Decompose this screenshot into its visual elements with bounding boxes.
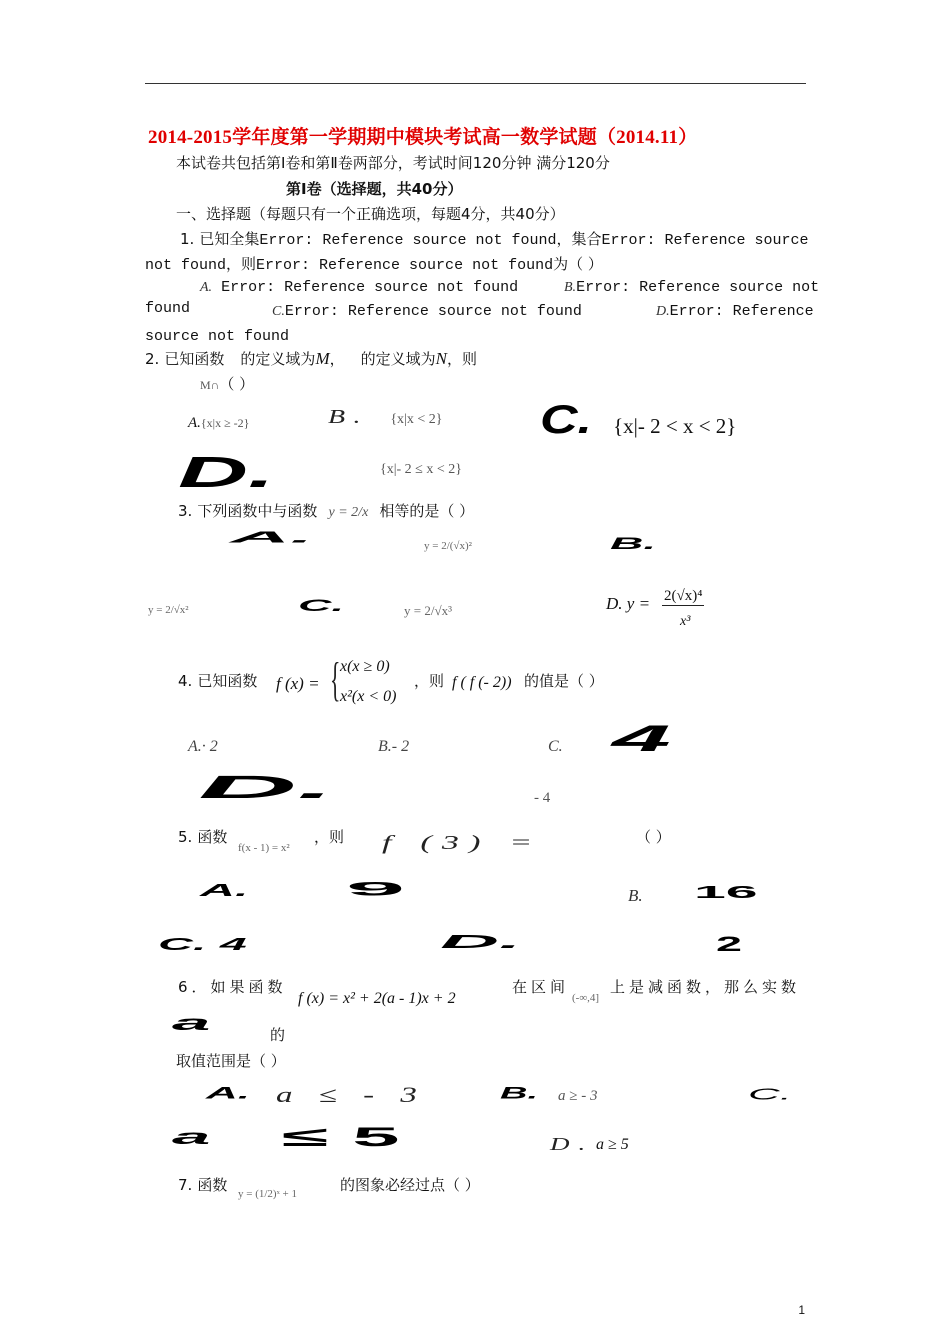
q6-option-c-math-a: a (172, 1126, 211, 1150)
q5-f3: f (3) = (382, 832, 543, 854)
q7-fn: y = (1/2)ˣ + 1 (238, 1188, 297, 1200)
q2-option-c: C. {x|- 2 < x < 2} (540, 398, 737, 442)
q1-line2: not found，则Error: Reference source not found为（ ） (145, 255, 603, 274)
q4-option-d: D. (198, 770, 335, 806)
q4-tail: 的值是（ ） (524, 672, 604, 690)
q6-de: 的 (270, 1026, 286, 1044)
q6-option-d: D. (550, 1134, 595, 1154)
q1-option-d: D.Error: Reference (656, 303, 814, 320)
q5-stem: 5. 函数 (178, 828, 228, 846)
q6-line3: 取值范围是（ ） (176, 1052, 286, 1070)
q5-option-c: C. 4 (158, 934, 247, 954)
q6-stem: 6．如果函数 (178, 978, 287, 996)
q1-option-b: B.Error: Reference source not (564, 279, 820, 296)
q4-case1: x(x ≥ 0) (340, 658, 390, 675)
q6-option-a: A. (206, 1084, 250, 1103)
section1-heading: 一、选择题（每题只有一个正确选项，每题4分，共40分） (176, 205, 565, 223)
q6-option-a-math: a ≤ - 3 (276, 1082, 426, 1107)
page-number: 1 (798, 1303, 805, 1317)
q5-option-a: A. (200, 880, 249, 900)
q4-fx: f (x) = (276, 674, 320, 693)
q4-option-d-value: - 4 (534, 790, 551, 806)
q5-option-d-value: 2 (716, 932, 743, 956)
q2-option-a: A.{x|x ≥ -2} (188, 415, 250, 431)
q4-option-a: A.· 2 (188, 738, 218, 755)
q3-option-c-math: y = 2/√x³ (404, 603, 452, 618)
q3-option-b: B. (610, 534, 657, 553)
q6-interval: (-∞,4] (572, 992, 600, 1004)
q2-option-d-math: {x|- 2 ≤ x < 2} (380, 462, 462, 477)
q4-then: ，则 (414, 672, 445, 690)
q6-tail: 上是减函数，那么实数 (610, 978, 801, 996)
part1-heading: 第Ⅰ卷（选择题，共40分） (286, 180, 463, 198)
q5-option-a-value: 9 (346, 878, 406, 900)
q5-then: ，则 (314, 828, 345, 846)
q2-option-b: B. {x|x < 2} (328, 406, 443, 428)
q2-stem: 2. 已知函数 的定义域为M， 的定义域为N，则 (145, 349, 477, 368)
q3-option-a: A. (230, 528, 314, 546)
q5-option-b-value: 16 (694, 882, 758, 902)
q4-option-c: C. (548, 738, 563, 755)
q6-fn: f (x) = x² + 2(a - 1)x + 2 (298, 990, 456, 1007)
q3-option-c: C. (298, 596, 345, 615)
q3-stem: 3. 下列函数中与函数 y = 2/x 相等的是（ ） (178, 502, 475, 520)
q2-option-d: D. (178, 448, 275, 497)
exam-intro: 本试卷共包括第Ⅰ卷和第Ⅱ卷两部分，考试时间120分钟 满分120分 (176, 154, 610, 172)
q5-fn: f(x - 1) = x² (238, 842, 290, 854)
q4-case2: x²(x < 0) (340, 688, 397, 705)
q6-variable-a: a (172, 1012, 211, 1036)
q3-option-d-numerator: 2(√x)⁴ (664, 588, 703, 604)
q6-option-c: C. (748, 1086, 792, 1104)
header-rule (145, 83, 806, 84)
q4-brace: { (330, 653, 341, 706)
q2-blank: M∩（ ） (200, 375, 255, 393)
q5-blank: （ ） (636, 828, 671, 846)
q3-option-a-math: y = 2/(√x)² (424, 540, 472, 552)
q1-option-b-tail: found (145, 300, 191, 317)
q4-option-b: B.- 2 (378, 738, 410, 755)
q1-option-d-tail: source not found (145, 328, 290, 345)
q4-stem-left: 4. 已知函数 (178, 672, 258, 690)
q6-interval-label: 在区间 (512, 978, 570, 996)
q1-option-a: A. Error: Reference source not found (200, 279, 519, 296)
q4-ff: f ( f (- 2)) (452, 674, 512, 691)
q6-option-d-math: a ≥ 5 (596, 1136, 629, 1153)
q3-option-d: D. y = (606, 594, 651, 613)
q6-option-b: B. (500, 1084, 538, 1103)
q7-stem: 7. 函数 (178, 1176, 228, 1194)
q6-option-b-math: a ≥ - 3 (558, 1088, 598, 1104)
q3-option-d-denominator: x³ (680, 614, 691, 629)
q1-line1: 1. 已知全集Error: Reference source not found，集合Error: Reference source (180, 230, 809, 249)
q7-tail: 的图象必经过点（ ） (340, 1176, 480, 1194)
q4-option-c-value: 4 (612, 718, 671, 760)
q5-option-b: B. (628, 886, 643, 905)
exam-title: 2014-2015学年度第一学期期中模块考试高一数学试题（2014.11） (148, 127, 698, 148)
q1-option-c: C.Error: Reference source not found (272, 303, 582, 320)
q3-option-b-math: y = 2/√x² (148, 604, 189, 616)
q6-option-c-math-b: ≤ 5 (282, 1122, 400, 1153)
q5-option-d: D. (440, 932, 522, 953)
